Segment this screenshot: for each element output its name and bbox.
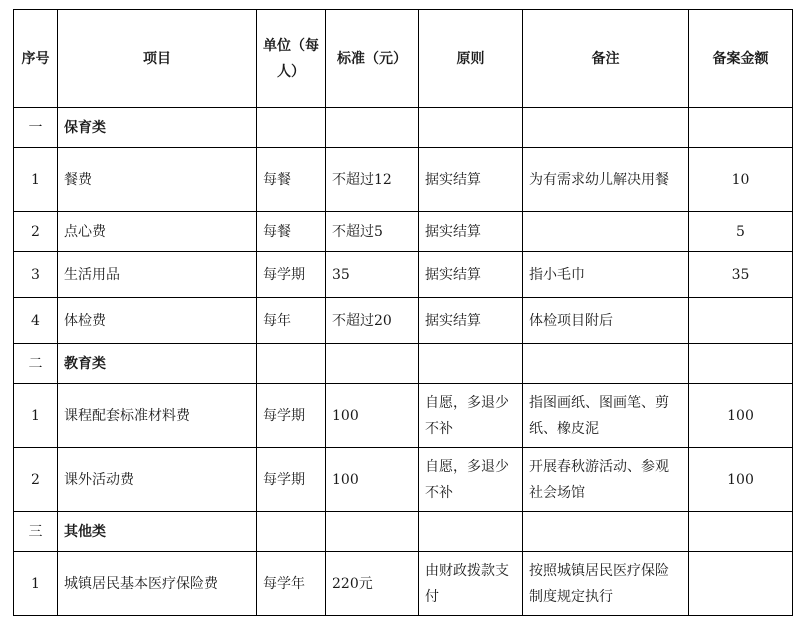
header-amount: 备案金额	[689, 10, 793, 108]
table-row-section	[14, 512, 793, 552]
table-row-section	[14, 108, 793, 148]
table-row	[14, 148, 793, 212]
cell-unit: 每学年	[257, 552, 326, 616]
header-remark: 备注	[523, 10, 689, 108]
cell-amount: 35	[689, 252, 793, 298]
cell-standard: 不超过20	[326, 298, 419, 344]
cell-unit	[257, 108, 326, 148]
cell-principle	[419, 512, 523, 552]
cell-amount	[689, 344, 793, 384]
cell-standard	[326, 512, 419, 552]
cell-item: 点心费	[58, 212, 257, 252]
cell-standard: 不超过12	[326, 148, 419, 212]
cell-standard: 100	[326, 384, 419, 448]
cell-no: 二	[14, 344, 58, 384]
cell-unit: 每餐	[257, 212, 326, 252]
cell-remark: 按照城镇居民医疗保险制度规定执行	[523, 552, 689, 616]
cell-item: 保育类	[58, 108, 257, 148]
cell-principle	[419, 344, 523, 384]
cell-standard: 220元	[326, 552, 419, 616]
cell-no: 2	[14, 448, 58, 512]
cell-amount: 5	[689, 212, 793, 252]
cell-item: 其他类	[58, 512, 257, 552]
table-row	[14, 252, 793, 298]
cell-remark	[523, 512, 689, 552]
cell-remark: 体检项目附后	[523, 298, 689, 344]
header-unit: 单位（每人）	[257, 10, 326, 108]
cell-remark: 指小毛巾	[523, 252, 689, 298]
cell-unit: 每学期	[257, 252, 326, 298]
header-standard: 标准（元）	[326, 10, 419, 108]
table-row-section	[14, 344, 793, 384]
cell-no: 4	[14, 298, 58, 344]
cell-no: 1	[14, 384, 58, 448]
fee-table	[13, 9, 793, 616]
cell-amount	[689, 552, 793, 616]
cell-item: 课外活动费	[58, 448, 257, 512]
cell-unit: 每学期	[257, 448, 326, 512]
cell-no: 1	[14, 148, 58, 212]
cell-remark: 指图画纸、图画笔、剪纸、橡皮泥	[523, 384, 689, 448]
cell-amount: 100	[689, 384, 793, 448]
cell-principle: 由财政拨款支付	[419, 552, 523, 616]
header-item: 项目	[58, 10, 257, 108]
cell-standard: 不超过5	[326, 212, 419, 252]
cell-item: 体检费	[58, 298, 257, 344]
cell-item: 课程配套标准材料费	[58, 384, 257, 448]
cell-principle: 据实结算	[419, 298, 523, 344]
cell-amount	[689, 108, 793, 148]
cell-standard	[326, 108, 419, 148]
cell-no: 1	[14, 552, 58, 616]
cell-amount	[689, 512, 793, 552]
cell-no: 3	[14, 252, 58, 298]
table-row	[14, 448, 793, 512]
table-row	[14, 298, 793, 344]
header-principle: 原则	[419, 10, 523, 108]
cell-remark	[523, 344, 689, 384]
cell-principle: 据实结算	[419, 212, 523, 252]
cell-unit: 每学期	[257, 384, 326, 448]
cell-principle	[419, 108, 523, 148]
cell-amount	[689, 298, 793, 344]
cell-unit	[257, 512, 326, 552]
cell-standard: 100	[326, 448, 419, 512]
cell-remark	[523, 212, 689, 252]
cell-standard: 35	[326, 252, 419, 298]
table-row	[14, 384, 793, 448]
cell-standard	[326, 344, 419, 384]
cell-no: 2	[14, 212, 58, 252]
cell-no: 三	[14, 512, 58, 552]
cell-remark: 为有需求幼儿解决用餐	[523, 148, 689, 212]
cell-principle: 据实结算	[419, 148, 523, 212]
cell-principle: 自愿，多退少不补	[419, 384, 523, 448]
cell-remark	[523, 108, 689, 148]
table-row	[14, 212, 793, 252]
table-header-row	[14, 10, 793, 108]
cell-unit	[257, 344, 326, 384]
cell-no: 一	[14, 108, 58, 148]
cell-principle: 自愿，多退少不补	[419, 448, 523, 512]
cell-principle: 据实结算	[419, 252, 523, 298]
cell-item: 餐费	[58, 148, 257, 212]
cell-item: 教育类	[58, 344, 257, 384]
cell-item: 城镇居民基本医疗保险费	[58, 552, 257, 616]
cell-unit: 每餐	[257, 148, 326, 212]
cell-amount: 100	[689, 448, 793, 512]
cell-remark: 开展春秋游活动、参观社会场馆	[523, 448, 689, 512]
header-no: 序号	[14, 10, 58, 108]
cell-unit: 每年	[257, 298, 326, 344]
cell-amount: 10	[689, 148, 793, 212]
cell-item: 生活用品	[58, 252, 257, 298]
table-row	[14, 552, 793, 616]
